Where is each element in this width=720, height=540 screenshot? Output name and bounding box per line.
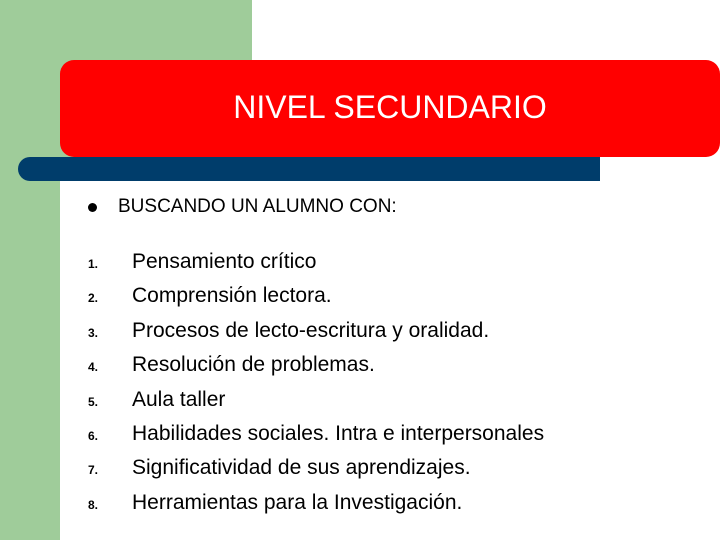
item-text: Procesos de lecto-escritura y oralidad. bbox=[132, 318, 490, 342]
item-text: Comprensión lectora. bbox=[132, 284, 332, 308]
slide-title: NIVEL SECUNDARIO bbox=[233, 89, 547, 125]
item-number: 3. bbox=[88, 325, 99, 340]
item-number: 4. bbox=[88, 360, 99, 375]
list-item bbox=[88, 491, 544, 525]
list-item bbox=[88, 319, 544, 353]
list-item bbox=[88, 284, 544, 318]
item-number: 2. bbox=[88, 291, 99, 306]
list-item bbox=[88, 250, 544, 284]
list-item bbox=[88, 388, 544, 422]
section-heading: BUSCANDO UN ALUMNO CON: bbox=[118, 196, 397, 217]
item-text: Resolución de problemas. bbox=[132, 353, 375, 377]
title-banner bbox=[60, 60, 720, 157]
item-text: Pensamiento crítico bbox=[132, 250, 317, 273]
numbered-list bbox=[88, 250, 544, 525]
heading-row bbox=[88, 194, 397, 220]
bullet-dot-icon bbox=[88, 203, 97, 212]
item-number: 5. bbox=[88, 394, 99, 409]
item-number: 7. bbox=[88, 463, 99, 478]
item-text: Significatividad de sus aprendizajes. bbox=[132, 456, 471, 480]
list-item bbox=[88, 456, 544, 490]
item-text: Aula taller bbox=[132, 387, 226, 411]
item-text: Habilidades sociales. Intra e interpersonales bbox=[132, 421, 545, 445]
item-number: 6. bbox=[88, 428, 99, 443]
list-item bbox=[88, 422, 544, 456]
item-number: 1. bbox=[88, 257, 99, 271]
blue-divider-bar bbox=[18, 157, 600, 181]
list-item bbox=[88, 353, 544, 387]
item-number: 8. bbox=[88, 497, 99, 512]
item-text: Herramientas para la Investigación. bbox=[132, 490, 463, 514]
